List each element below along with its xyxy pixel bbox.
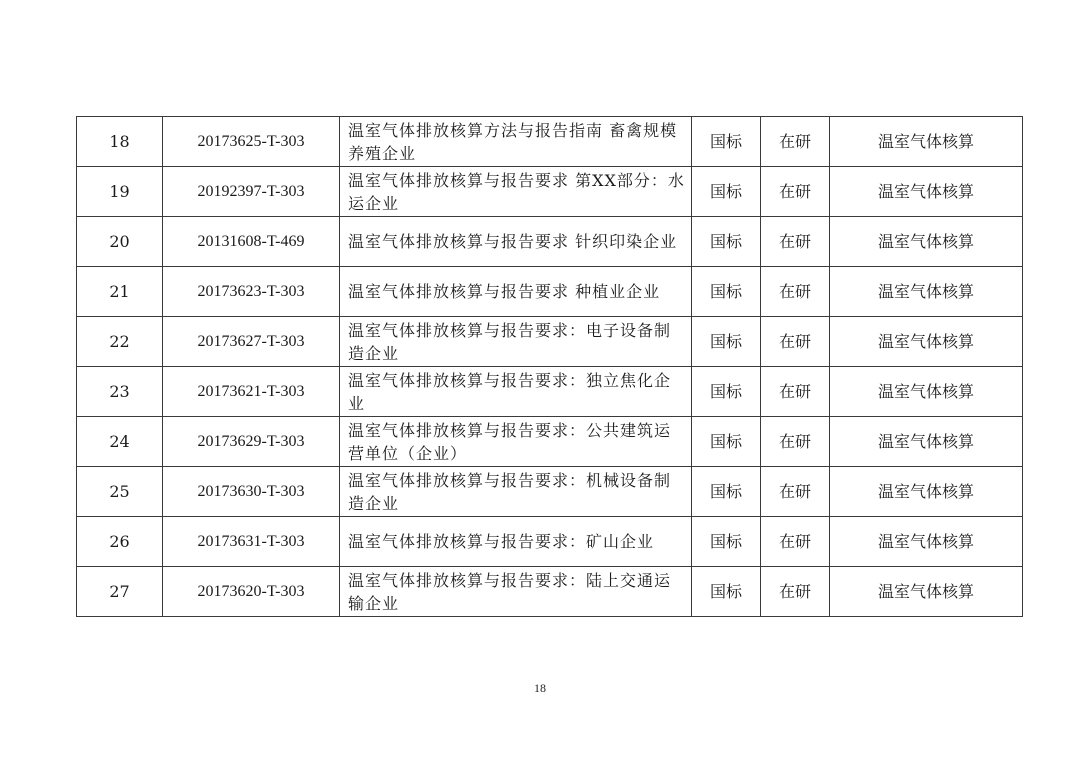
plan-code-cell: 20173630-T-303 [163,467,340,517]
standard-name-cell: 温室气体排放核算与报告要求 针织印染企业 [340,217,692,267]
table-row [77,417,1023,467]
category-cell: 温室气体核算 [830,367,1023,417]
category-cell: 温室气体核算 [830,267,1023,317]
status-cell: 在研 [761,167,830,217]
standard-type-cell: 国标 [692,467,761,517]
table-row [77,467,1023,517]
category-cell: 温室气体核算 [830,167,1023,217]
row-number-cell: 20 [77,217,163,267]
standard-type-cell: 国标 [692,417,761,467]
status-cell: 在研 [761,367,830,417]
table-row [77,217,1023,267]
standard-name-cell: 温室气体排放核算与报告要求：独立焦化企业 [340,367,692,417]
standard-type-cell: 国标 [692,217,761,267]
row-number-cell: 25 [77,467,163,517]
status-cell: 在研 [761,117,830,167]
standard-type-cell: 国标 [692,367,761,417]
status-cell: 在研 [761,567,830,617]
standard-name-cell: 温室气体排放核算与报告要求：电子设备制造企业 [340,317,692,367]
plan-code-cell: 20173625-T-303 [163,117,340,167]
category-cell: 温室气体核算 [830,517,1023,567]
standards-table-body [77,117,1023,617]
table-row [77,117,1023,167]
standard-type-cell: 国标 [692,117,761,167]
row-number-cell: 22 [77,317,163,367]
standard-type-cell: 国标 [692,167,761,217]
plan-code-cell: 20173621-T-303 [163,367,340,417]
category-cell: 温室气体核算 [830,317,1023,367]
category-cell: 温室气体核算 [830,117,1023,167]
row-number-cell: 27 [77,567,163,617]
category-cell: 温室气体核算 [830,217,1023,267]
row-number-cell: 19 [77,167,163,217]
table-row [77,567,1023,617]
plan-code-cell: 20131608-T-469 [163,217,340,267]
table-row [77,317,1023,367]
status-cell: 在研 [761,517,830,567]
standard-name-cell: 温室气体排放核算与报告要求 第XX部分：水运企业 [340,167,692,217]
row-number-cell: 21 [77,267,163,317]
row-number-cell: 23 [77,367,163,417]
plan-code-cell: 20173620-T-303 [163,567,340,617]
category-cell: 温室气体核算 [830,417,1023,467]
row-number-cell: 26 [77,517,163,567]
row-number-cell: 18 [77,117,163,167]
status-cell: 在研 [761,467,830,517]
table-row [77,367,1023,417]
status-cell: 在研 [761,267,830,317]
standard-name-cell: 温室气体排放核算与报告要求：矿山企业 [340,517,692,567]
standard-type-cell: 国标 [692,517,761,567]
plan-code-cell: 20192397-T-303 [163,167,340,217]
standard-name-cell: 温室气体排放核算与报告要求：陆上交通运输企业 [340,567,692,617]
standard-type-cell: 国标 [692,567,761,617]
standard-name-cell: 温室气体排放核算与报告要求：公共建筑运营单位（企业） [340,417,692,467]
standard-name-cell: 温室气体排放核算与报告要求 种植业企业 [340,267,692,317]
standard-name-cell: 温室气体排放核算方法与报告指南 畜禽规模养殖企业 [340,117,692,167]
table-row [77,267,1023,317]
plan-code-cell: 20173627-T-303 [163,317,340,367]
plan-code-cell: 20173623-T-303 [163,267,340,317]
status-cell: 在研 [761,317,830,367]
standard-type-cell: 国标 [692,317,761,367]
row-number-cell: 24 [77,417,163,467]
category-cell: 温室气体核算 [830,567,1023,617]
plan-code-cell: 20173631-T-303 [163,517,340,567]
plan-code-cell: 20173629-T-303 [163,417,340,467]
table-row [77,167,1023,217]
status-cell: 在研 [761,417,830,467]
standard-type-cell: 国标 [692,267,761,317]
standard-name-cell: 温室气体排放核算与报告要求：机械设备制造企业 [340,467,692,517]
table-row [77,517,1023,567]
status-cell: 在研 [761,217,830,267]
category-cell: 温室气体核算 [830,467,1023,517]
standards-table [76,116,1023,617]
page-number: 18 [534,681,546,695]
